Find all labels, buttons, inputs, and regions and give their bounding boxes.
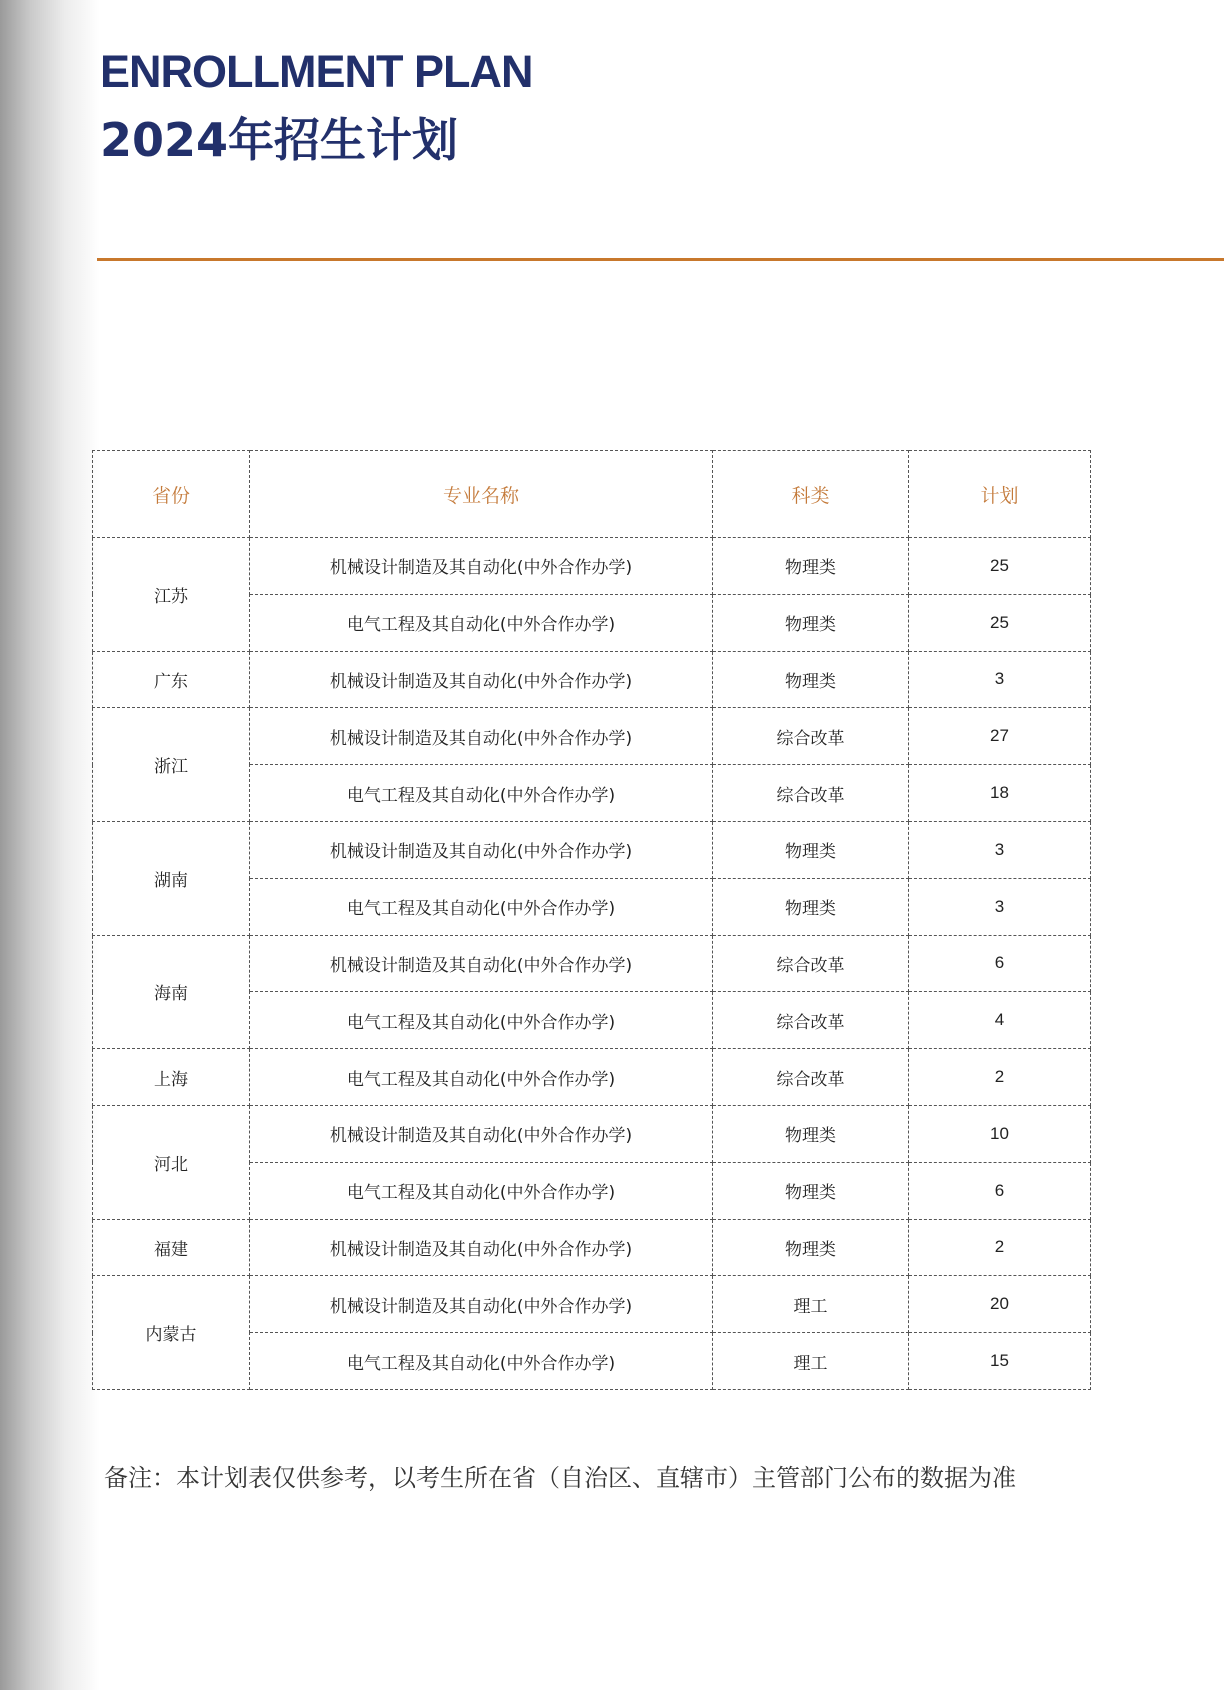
plan-cell: 10 — [909, 1105, 1091, 1162]
table-header-row — [93, 451, 1091, 538]
major-cell: 机械设计制造及其自动化(中外合作办学) — [250, 821, 713, 878]
major-cell: 电气工程及其自动化(中外合作办学) — [250, 1333, 713, 1390]
plan-cell: 25 — [909, 538, 1091, 595]
plan-cell: 3 — [909, 878, 1091, 935]
province-cell: 浙江 — [93, 708, 250, 822]
province-cell: 江苏 — [93, 538, 250, 652]
category-cell: 物理类 — [713, 821, 909, 878]
table-row — [93, 651, 1091, 708]
major-cell: 机械设计制造及其自动化(中外合作办学) — [250, 1219, 713, 1276]
page-title-english: ENROLLMENT PLAN — [100, 46, 533, 97]
category-cell: 综合改革 — [713, 765, 909, 822]
category-cell: 物理类 — [713, 651, 909, 708]
category-cell: 物理类 — [713, 1105, 909, 1162]
table-row — [93, 821, 1091, 878]
plan-cell: 3 — [909, 821, 1091, 878]
category-cell: 理工 — [713, 1333, 909, 1390]
major-cell: 机械设计制造及其自动化(中外合作办学) — [250, 708, 713, 765]
category-cell: 综合改革 — [713, 708, 909, 765]
province-cell: 上海 — [93, 1049, 250, 1106]
major-cell: 机械设计制造及其自动化(中外合作办学) — [250, 538, 713, 595]
major-cell: 电气工程及其自动化(中外合作办学) — [250, 878, 713, 935]
plan-cell: 18 — [909, 765, 1091, 822]
major-cell: 电气工程及其自动化(中外合作办学) — [250, 594, 713, 651]
plan-cell: 6 — [909, 1162, 1091, 1219]
table-row — [93, 538, 1091, 595]
header-major: 专业名称 — [250, 451, 713, 538]
major-cell: 机械设计制造及其自动化(中外合作办学) — [250, 1276, 713, 1333]
plan-cell: 2 — [909, 1049, 1091, 1106]
category-cell: 物理类 — [713, 594, 909, 651]
page-spine-shadow — [0, 0, 100, 1690]
table-row — [93, 708, 1091, 765]
table-row — [93, 1049, 1091, 1106]
plan-cell: 2 — [909, 1219, 1091, 1276]
table-row — [93, 1105, 1091, 1162]
plan-cell: 3 — [909, 651, 1091, 708]
province-cell: 内蒙古 — [93, 1276, 250, 1390]
plan-cell: 4 — [909, 992, 1091, 1049]
province-cell: 广东 — [93, 651, 250, 708]
category-cell: 物理类 — [713, 1162, 909, 1219]
province-cell: 海南 — [93, 935, 250, 1049]
page-title-chinese: 2024年招生计划 — [100, 113, 459, 167]
category-cell: 综合改革 — [713, 992, 909, 1049]
table-row — [93, 1276, 1091, 1333]
plan-cell: 27 — [909, 708, 1091, 765]
major-cell: 电气工程及其自动化(中外合作办学) — [250, 992, 713, 1049]
category-cell: 综合改革 — [713, 935, 909, 992]
category-cell: 综合改革 — [713, 1049, 909, 1106]
footnote: 备注：本计划表仅供参考，以考生所在省（自治区、直辖市）主管部门公布的数据为准 — [104, 1464, 1016, 1492]
major-cell: 电气工程及其自动化(中外合作办学) — [250, 765, 713, 822]
plan-cell: 25 — [909, 594, 1091, 651]
major-cell: 机械设计制造及其自动化(中外合作办学) — [250, 1105, 713, 1162]
major-cell: 电气工程及其自动化(中外合作办学) — [250, 1049, 713, 1106]
category-cell: 物理类 — [713, 1219, 909, 1276]
province-cell: 湖南 — [93, 821, 250, 935]
header-plan: 计划 — [909, 451, 1091, 538]
province-cell: 福建 — [93, 1219, 250, 1276]
major-cell: 电气工程及其自动化(中外合作办学) — [250, 1162, 713, 1219]
category-cell: 物理类 — [713, 878, 909, 935]
plan-cell: 6 — [909, 935, 1091, 992]
plan-cell: 15 — [909, 1333, 1091, 1390]
title-divider — [97, 258, 1224, 261]
table-row — [93, 1219, 1091, 1276]
major-cell: 机械设计制造及其自动化(中外合作办学) — [250, 651, 713, 708]
table-row — [93, 935, 1091, 992]
enrollment-plan-table — [92, 450, 1091, 1390]
major-cell: 机械设计制造及其自动化(中外合作办学) — [250, 935, 713, 992]
category-cell: 理工 — [713, 1276, 909, 1333]
province-cell: 河北 — [93, 1105, 250, 1219]
category-cell: 物理类 — [713, 538, 909, 595]
header-province: 省份 — [93, 451, 250, 538]
plan-cell: 20 — [909, 1276, 1091, 1333]
header-category: 科类 — [713, 451, 909, 538]
